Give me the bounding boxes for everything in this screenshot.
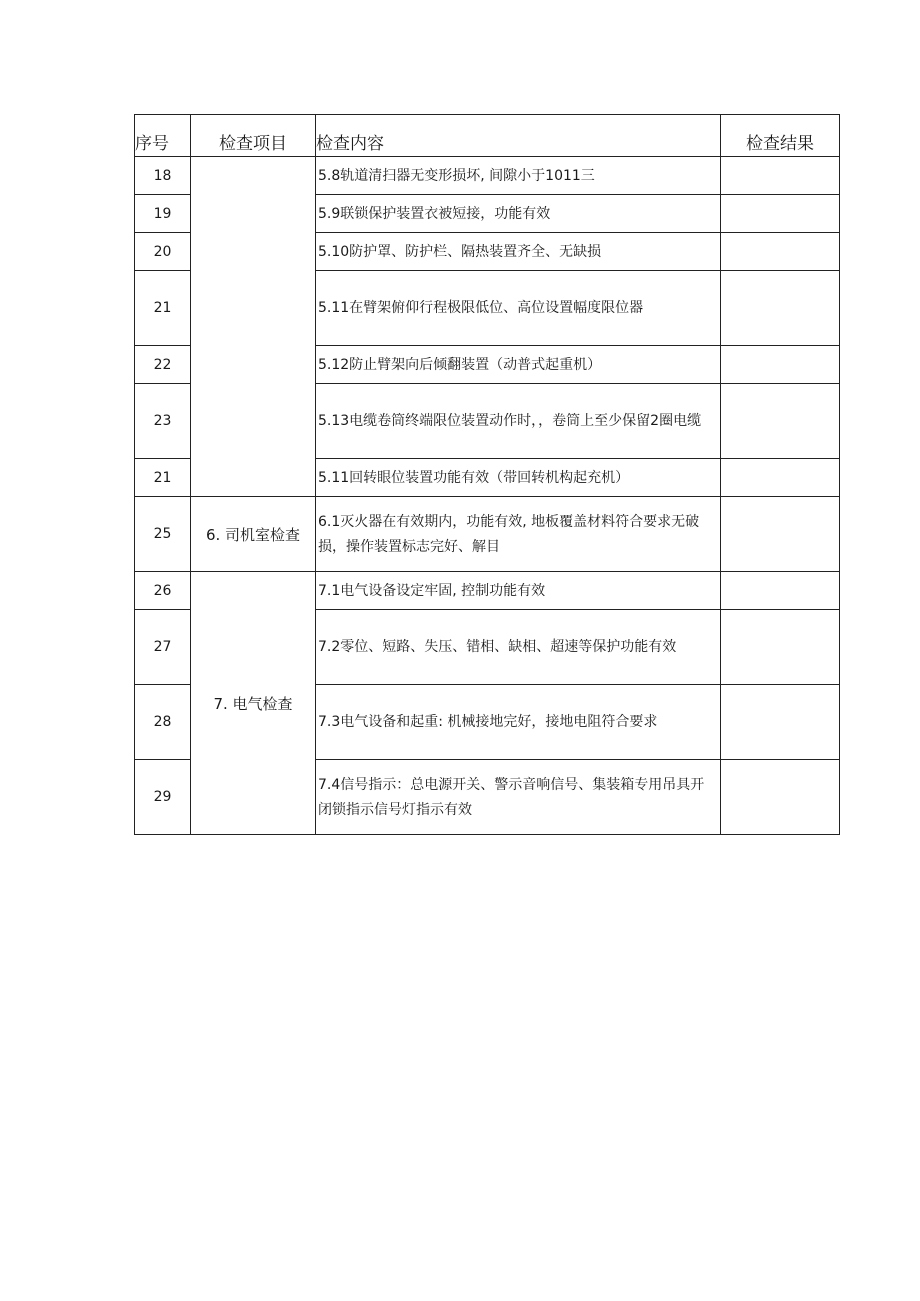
row-no: 25 (135, 497, 191, 572)
row-content: 7.1电气设备设定牢固, 控制功能有效 (316, 572, 721, 610)
group-label-6: 6. 司机室检查 (191, 497, 316, 572)
row-no: 28 (135, 685, 191, 760)
row-content: 5.11在臂架俯仰行程极限低位、高位设置幅度限位器 (316, 271, 721, 346)
header-no: 序号 (135, 115, 191, 157)
inspection-table (134, 114, 840, 835)
row-result (721, 233, 840, 271)
row-result (721, 497, 840, 572)
row-no: 19 (135, 195, 191, 233)
row-content: 5.8轨道清扫器无变形损坏, 间隙小于1011三 (316, 157, 721, 195)
row-content: 5.9联锁保护装置衣被短接，功能有效 (316, 195, 721, 233)
header-item: 检查项目 (191, 115, 316, 157)
row-result (721, 760, 840, 835)
row-content: 7.2零位、短路、失压、错相、缺相、超速等保护功能有效 (316, 610, 721, 685)
row-content: 7.3电气设备和起重: 机械接地完好，接地电阻符合要求 (316, 685, 721, 760)
row-content: 6.1灭火器在有效期内，功能有效, 地板覆盖材料符合要求无破损，操作装置标志完好、解目 (316, 497, 721, 572)
row-no: 26 (135, 572, 191, 610)
table-row (135, 572, 840, 610)
row-no: 29 (135, 760, 191, 835)
row-result (721, 685, 840, 760)
row-no: 20 (135, 233, 191, 271)
row-content: 5.12防止臂架向后倾翻装置（动普式起重机） (316, 346, 721, 384)
row-result (721, 346, 840, 384)
row-content: 5.13电缆卷筒终端限位装置动作时，，卷筒上至少保留2圈电缆 (316, 384, 721, 459)
row-no: 21 (135, 271, 191, 346)
row-result (721, 459, 840, 497)
header-result: 检查结果 (721, 115, 840, 157)
header-row (135, 115, 840, 157)
group-cell-5 (191, 157, 316, 497)
row-no: 21 (135, 459, 191, 497)
row-result (721, 610, 840, 685)
row-content: 5.11回转眼位装置功能有效（带回转机构起充机） (316, 459, 721, 497)
row-content: 5.10防护罩、防护栏、隔热装置齐全、无缺损 (316, 233, 721, 271)
group-label-7: 7. 电气检查 (191, 572, 316, 835)
row-result (721, 157, 840, 195)
row-result (721, 195, 840, 233)
row-result (721, 271, 840, 346)
row-no: 23 (135, 384, 191, 459)
row-result (721, 384, 840, 459)
row-no: 27 (135, 610, 191, 685)
row-no: 22 (135, 346, 191, 384)
table-row (135, 497, 840, 572)
row-content: 7.4信号指示：总电源开关、警示音响信号、集装箱专用吊具开闭锁指示信号灯指示有效 (316, 760, 721, 835)
header-content: 检查内容 (316, 115, 721, 157)
table-row (135, 157, 840, 195)
row-result (721, 572, 840, 610)
row-no: 18 (135, 157, 191, 195)
